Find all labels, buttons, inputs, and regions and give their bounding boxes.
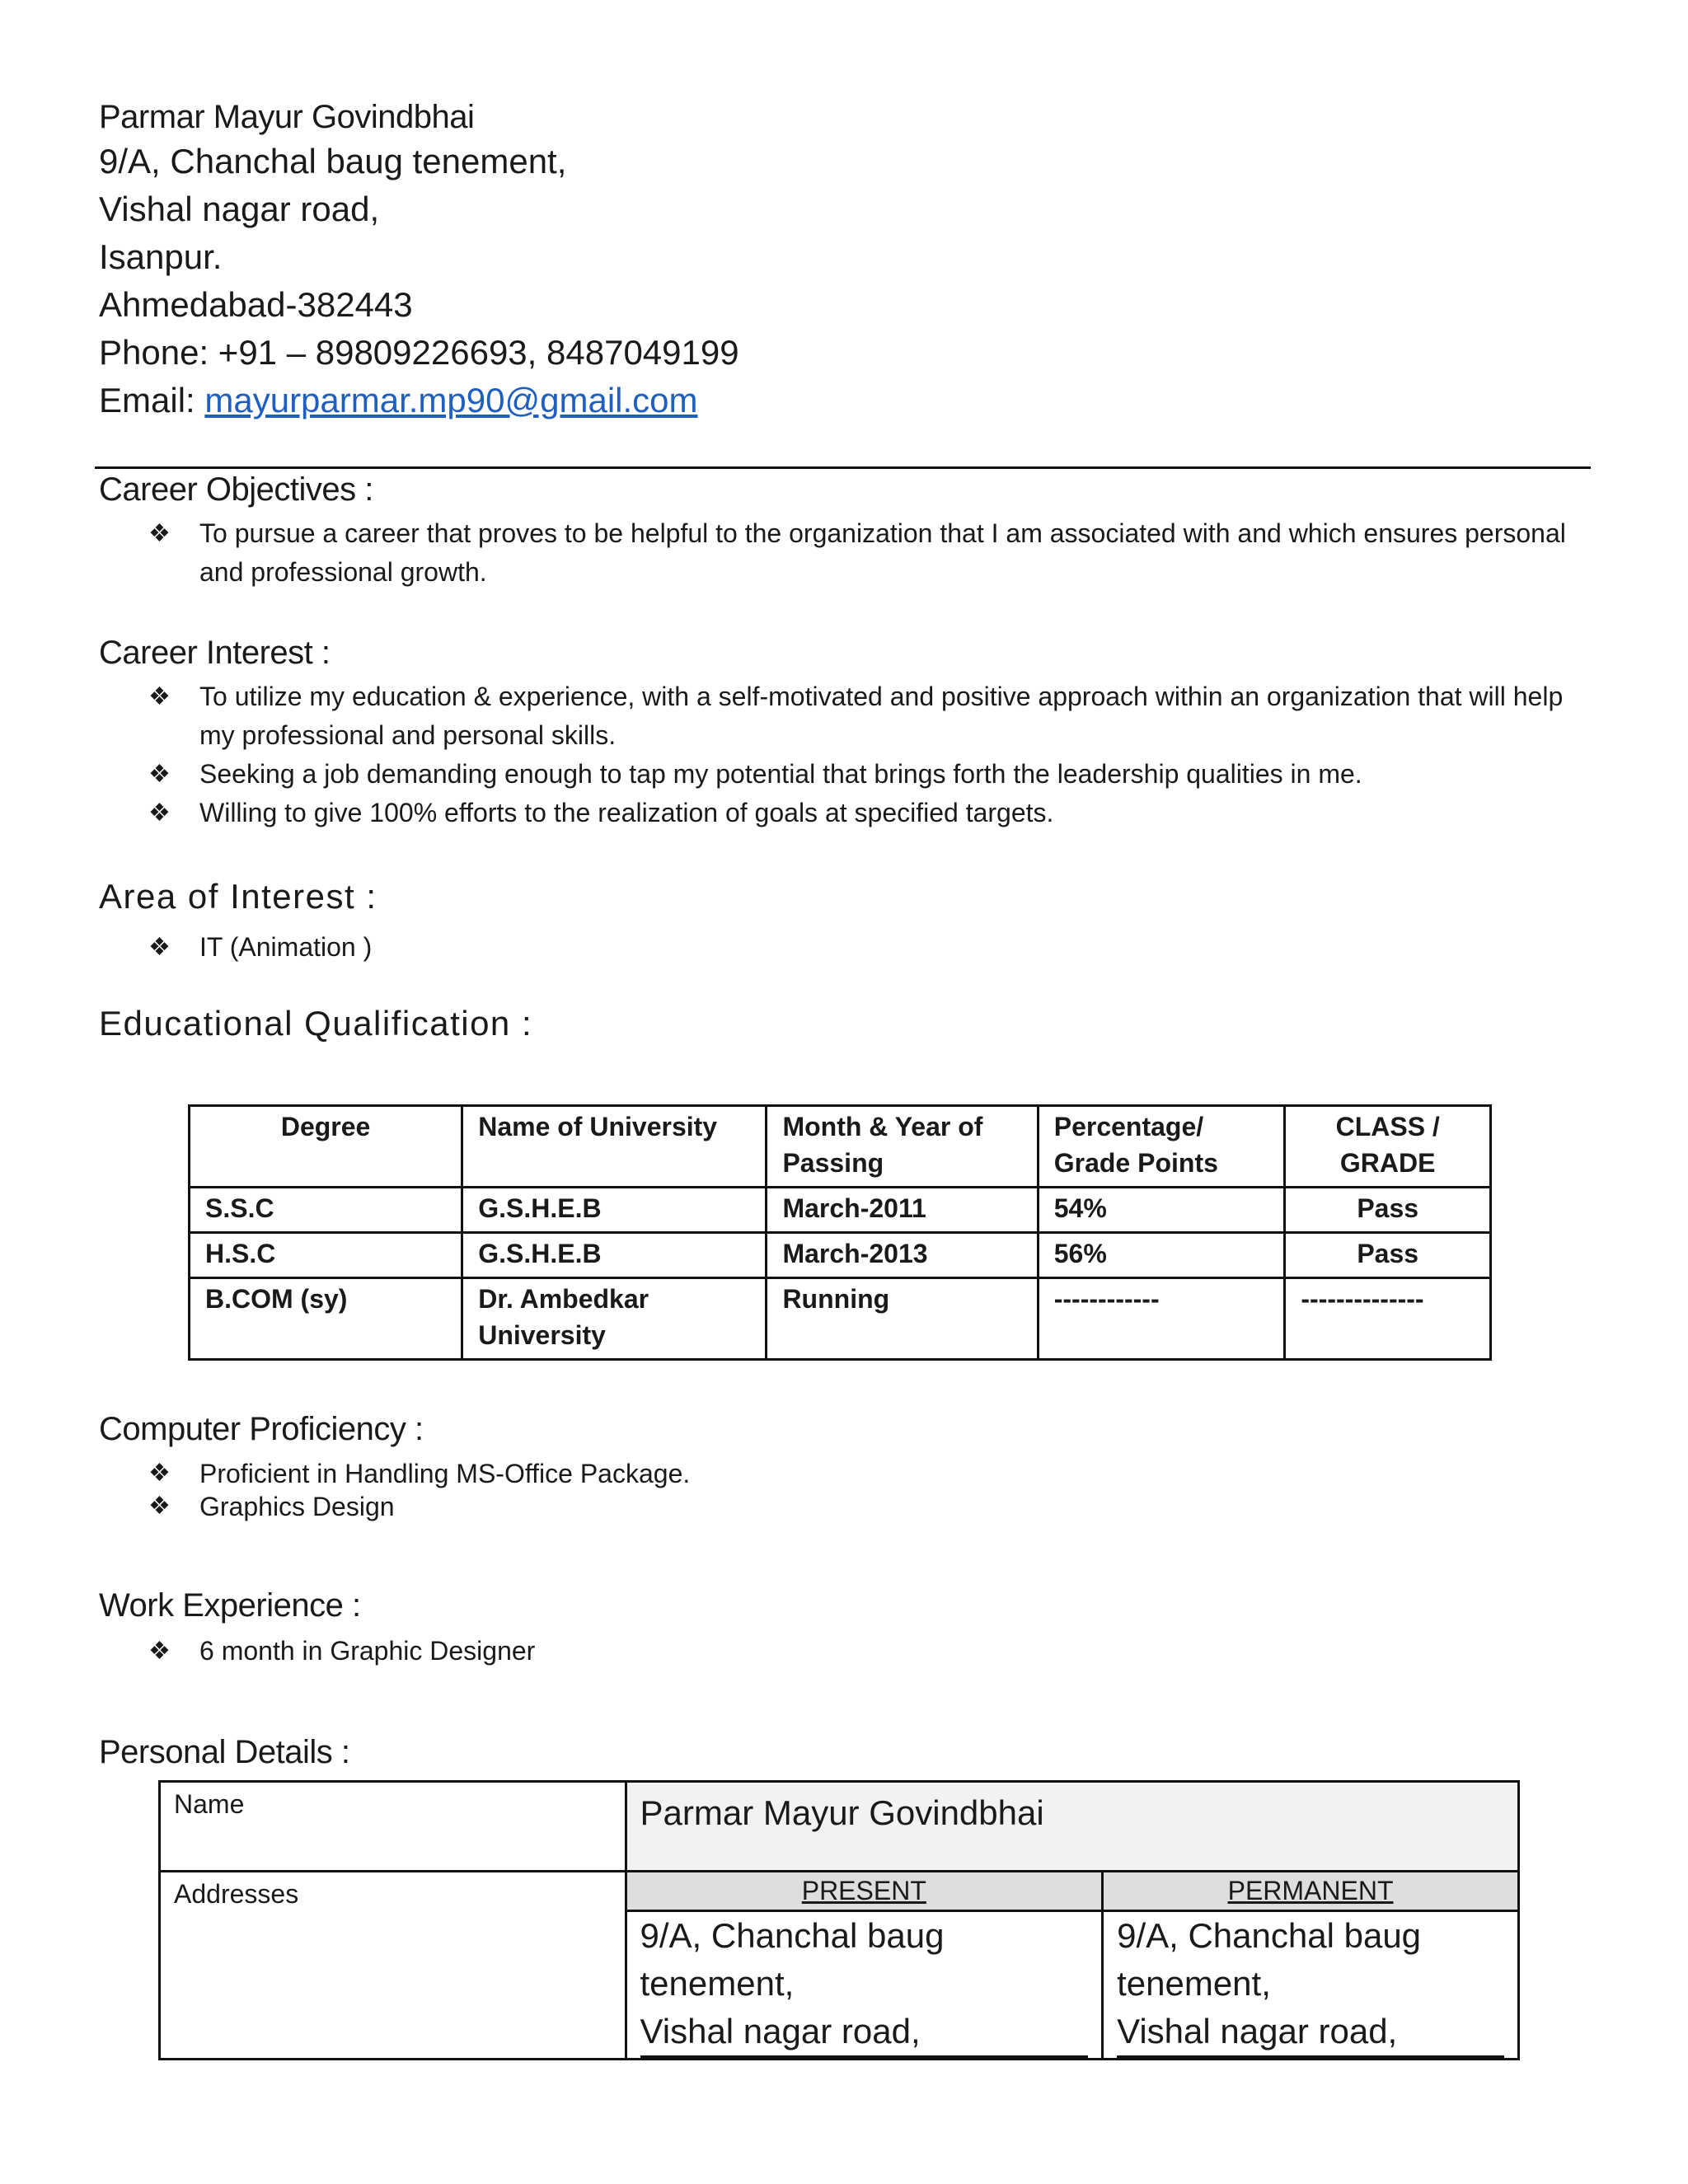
- diamond-bullet-icon: ❖: [148, 1493, 171, 1520]
- table-cell: H.S.C: [190, 1233, 462, 1278]
- diamond-bullet-icon: ❖: [148, 761, 171, 788]
- table-cell: G.S.H.E.B: [462, 1188, 767, 1233]
- table-cell: ------------: [1038, 1278, 1285, 1360]
- personal-details-table: [158, 1780, 1520, 2060]
- list-item: ❖ Proficient in Handling MS-Office Package.: [148, 1459, 691, 1488]
- applicant-name: Parmar Mayur Govindbhai: [99, 99, 475, 135]
- table-header-row: [190, 1106, 1491, 1188]
- column-header: CLASS / GRADE: [1285, 1106, 1491, 1188]
- table-cell: S.S.C: [190, 1188, 462, 1233]
- present-address: [626, 1911, 1103, 2060]
- column-header: Degree: [190, 1106, 462, 1188]
- career-interest-list: [148, 677, 1599, 832]
- address-line: Vishal nagar road,: [1117, 2008, 1504, 2058]
- table-cell: 54%: [1038, 1188, 1285, 1233]
- diamond-bullet-icon: ❖: [148, 1638, 171, 1665]
- table-row: [190, 1278, 1491, 1360]
- address-line: tenement,: [640, 1964, 795, 2003]
- career-interest-heading: Career Interest :: [99, 635, 331, 671]
- computer-proficiency-list: [148, 1457, 1599, 1523]
- address-line: Isanpur.: [99, 237, 223, 276]
- personal-details-heading: Personal Details :: [99, 1734, 350, 1770]
- name-label: Name: [160, 1782, 626, 1872]
- email-label: Email:: [99, 381, 205, 419]
- area-of-interest-heading: Area of Interest :: [99, 877, 377, 916]
- education-table: [188, 1104, 1492, 1361]
- career-objectives-list: [148, 514, 1599, 592]
- name-value: Parmar Mayur Govindbhai: [626, 1782, 1519, 1872]
- list-item: ❖ Willing to give 100% efforts to the realization of goals at specified targets.: [148, 794, 1599, 832]
- work-experience-list: [148, 1632, 1599, 1671]
- list-item: ❖ 6 month in Graphic Designer: [148, 1632, 1599, 1671]
- diamond-bullet-icon: ❖: [148, 799, 171, 827]
- list-item: ❖ To pursue a career that proves to be helpful to the organization that I am associated with and which ensures personal and professional growth.: [148, 514, 1599, 592]
- address-line: tenement,: [1117, 1964, 1271, 2003]
- column-header: Name of University: [462, 1106, 767, 1188]
- table-row: [160, 1872, 1519, 1911]
- table-cell: 56%: [1038, 1233, 1285, 1278]
- email-link[interactable]: mayurparmar.mp90@gmail.com: [204, 381, 698, 419]
- table-row: [190, 1188, 1491, 1233]
- phone-line: Phone: +91 – 89809226693, 8487049199: [99, 333, 739, 372]
- address-line: 9/A, Chanchal baug: [640, 1916, 945, 1955]
- table-cell: G.S.H.E.B: [462, 1233, 767, 1278]
- present-header: PRESENT: [626, 1872, 1103, 1911]
- area-of-interest-list: [148, 928, 1599, 967]
- address-line: Ahmedabad-382443: [99, 285, 413, 324]
- address-line: Vishal nagar road,: [640, 2008, 1089, 2058]
- table-row: [160, 1782, 1519, 1872]
- list-item: ❖ Seeking a job demanding enough to tap my potential that brings forth the leadership qualities in me.: [148, 755, 1599, 794]
- career-objectives-heading: Career Objectives :: [99, 471, 373, 508]
- column-header: Month & Year of Passing: [767, 1106, 1038, 1188]
- diamond-bullet-icon: ❖: [148, 934, 171, 961]
- table-cell: Running: [767, 1278, 1038, 1360]
- table-cell: Pass: [1285, 1233, 1491, 1278]
- list-item: ❖ IT (Animation ): [148, 928, 1599, 967]
- permanent-header: PERMANENT: [1103, 1872, 1519, 1911]
- list-item: ❖ Graphics Design: [148, 1492, 395, 1521]
- computer-proficiency-heading: Computer Proficiency :: [99, 1411, 424, 1447]
- contact-header: [99, 99, 739, 424]
- table-cell: March-2011: [767, 1188, 1038, 1233]
- email-line: [99, 377, 739, 424]
- table-cell: B.COM (sy): [190, 1278, 462, 1360]
- table-row: [190, 1233, 1491, 1278]
- table-cell: Dr. Ambedkar University: [462, 1278, 767, 1360]
- addresses-label: Addresses: [160, 1872, 626, 2060]
- diamond-bullet-icon: ❖: [148, 683, 171, 710]
- header-divider: [95, 466, 1591, 469]
- education-heading: Educational Qualification :: [99, 1004, 533, 1043]
- table-cell: March-2013: [767, 1233, 1038, 1278]
- list-item: ❖ To utilize my education & experience, with a self-motivated and positive approach within an organization that will help my professional and personal skills.: [148, 677, 1599, 755]
- table-cell: --------------: [1285, 1278, 1491, 1360]
- address-line: Vishal nagar road,: [99, 190, 380, 228]
- permanent-address: [1103, 1911, 1519, 2060]
- diamond-bullet-icon: ❖: [148, 1460, 171, 1487]
- diamond-bullet-icon: ❖: [148, 520, 171, 547]
- work-experience-heading: Work Experience :: [99, 1587, 361, 1624]
- column-header: Percentage/ Grade Points: [1038, 1106, 1285, 1188]
- address-line: 9/A, Chanchal baug tenement,: [99, 142, 567, 180]
- address-line: 9/A, Chanchal baug: [1117, 1916, 1422, 1955]
- table-cell: Pass: [1285, 1188, 1491, 1233]
